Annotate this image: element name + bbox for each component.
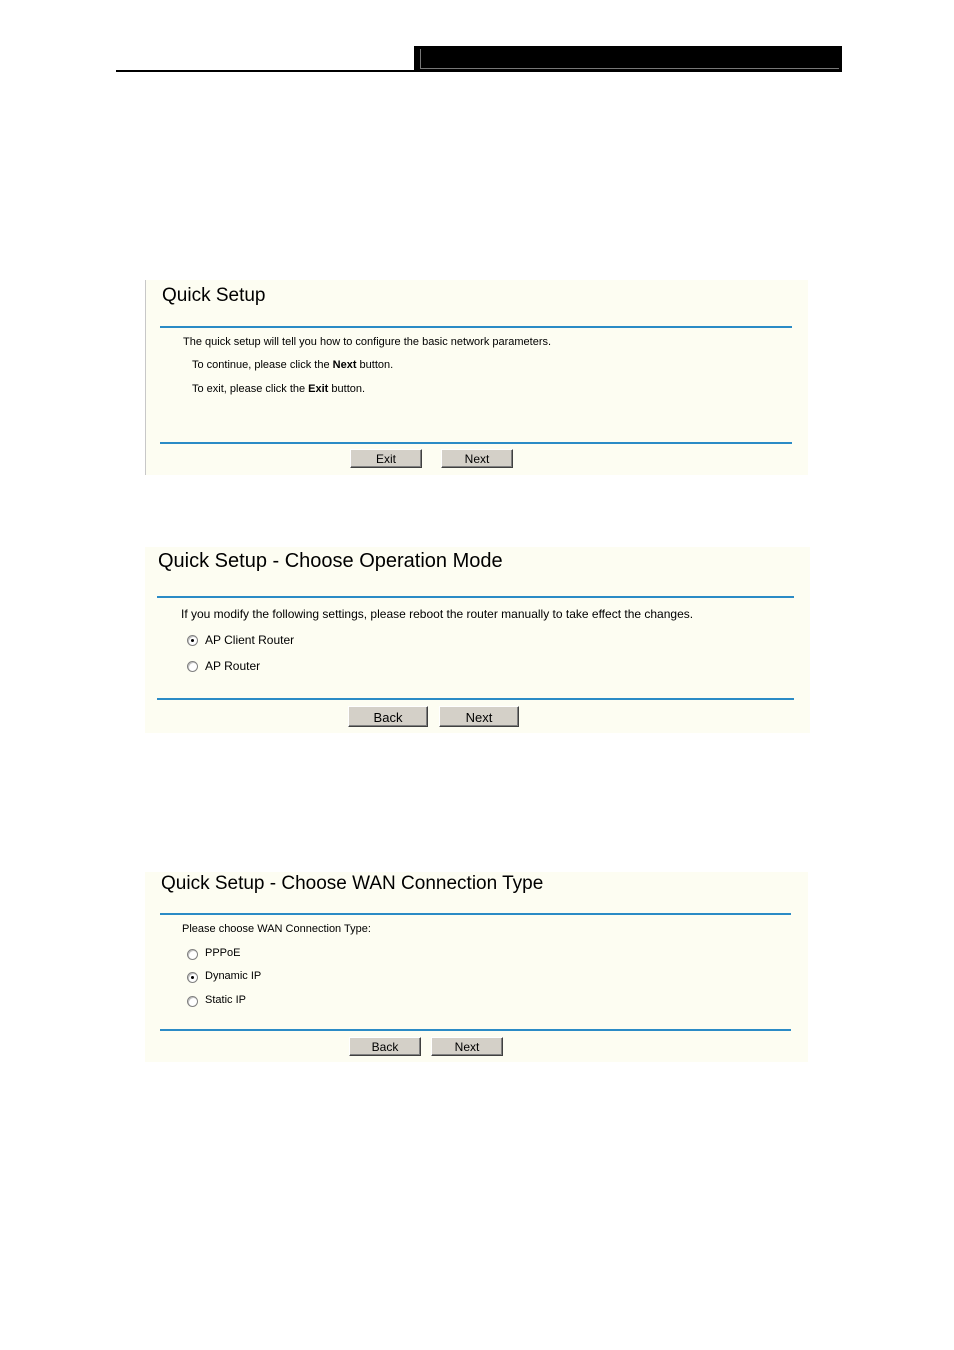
radio-ap-client-router[interactable] [187, 635, 198, 646]
title-divider [160, 326, 792, 328]
radio-dynamic-ip[interactable] [187, 972, 198, 983]
next-button[interactable]: Next [441, 449, 513, 468]
next-button[interactable]: Next [431, 1037, 503, 1056]
wan-connection-panel [145, 872, 808, 1062]
footer-divider [157, 698, 794, 700]
exit-suffix: button. [328, 383, 366, 395]
quick-setup-panel [145, 280, 808, 475]
option-label-ap-router: AP Router [205, 659, 261, 673]
back-button[interactable]: Back [349, 1037, 421, 1056]
page-title: Quick Setup - Choose Operation Mode [158, 550, 503, 572]
continue-bold: Next [332, 359, 357, 371]
continue-prefix: To continue, please click the [192, 359, 333, 371]
title-divider [160, 913, 791, 915]
exit-prefix: To exit, please click the [192, 383, 309, 395]
option-label-dynamic-ip: Dynamic IP [205, 970, 262, 982]
radio-static-ip[interactable] [187, 996, 198, 1007]
back-button[interactable]: Back [348, 706, 428, 727]
next-button[interactable]: Next [439, 706, 519, 727]
operation-mode-panel [145, 547, 810, 733]
option-label-ap-client-router: AP Client Router [205, 633, 295, 647]
wan-prompt: Please choose WAN Connection Type: [182, 923, 371, 935]
continue-suffix: button. [356, 359, 394, 371]
option-label-static-ip: Static IP [205, 994, 246, 1006]
title-divider [157, 596, 794, 598]
footer-divider [160, 442, 792, 444]
footer-divider [160, 1029, 791, 1031]
option-label-pppoe: PPPoE [205, 947, 241, 959]
document-header-bar [414, 46, 842, 72]
panel-left-edge [145, 280, 146, 475]
document-header-rule [116, 70, 416, 72]
page-title: Quick Setup [162, 285, 266, 306]
continue-instruction [192, 359, 393, 371]
radio-pppoe[interactable] [187, 949, 198, 960]
exit-bold: Exit [308, 383, 329, 395]
exit-instruction [192, 383, 365, 395]
reboot-notice: If you modify the following settings, please reboot the router manually to take effect the changes. [181, 607, 694, 621]
intro-text: The quick setup will tell you how to configure the basic network parameters. [183, 336, 552, 348]
page-title: Quick Setup - Choose WAN Connection Type [161, 873, 544, 894]
radio-ap-router[interactable] [187, 661, 198, 672]
exit-button[interactable]: Exit [350, 449, 422, 468]
document-header-bar-inner [420, 49, 839, 69]
